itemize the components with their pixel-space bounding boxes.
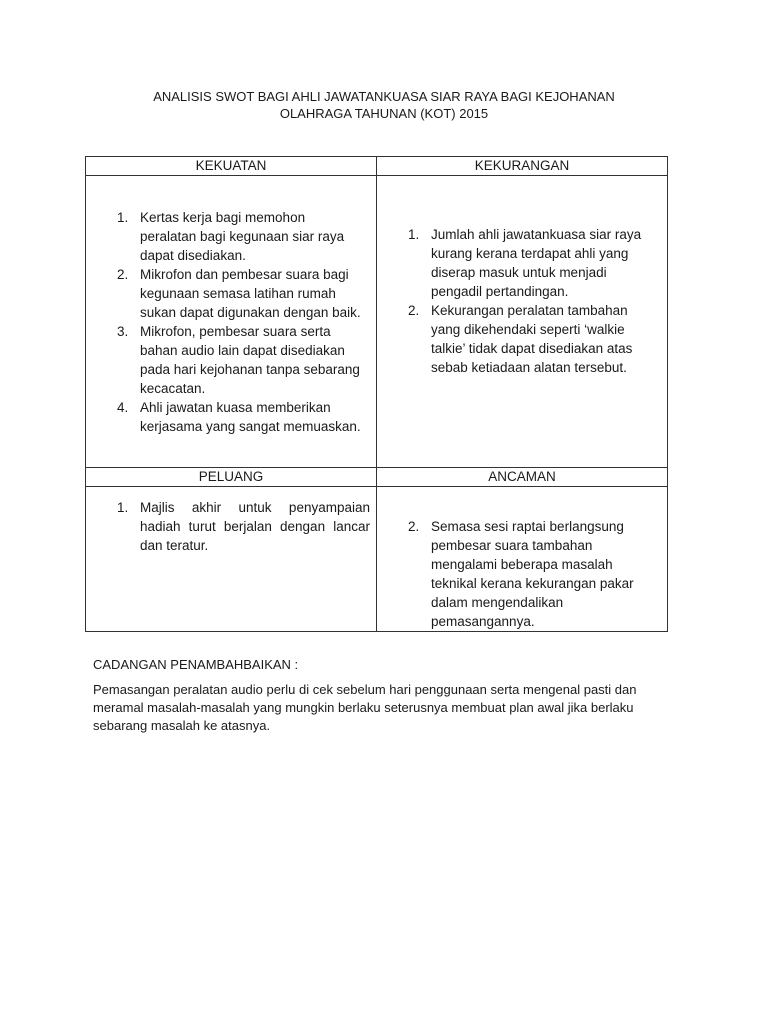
list-item: 4. Ahli jawatan kuasa memberikan kerjasama yang sangat memuaskan. — [117, 400, 361, 434]
list-item: 1. Kertas kerja bagi memohon peralatan bagi kegunaan siar raya dapat disediakan. — [117, 210, 345, 263]
opportunities-heading: PELUANG — [86, 468, 377, 486]
swot-header-row-1 — [86, 157, 667, 176]
list-item: 1. Majlis akhir untuk penyampaian hadiah turut berjalan dengan lancar dan teratur. — [117, 500, 370, 553]
list-item: 2. Kekurangan peralatan tambahan yang dikehendaki seperti ‘walkie talkie’ tidak dapat disediakan atas sebab ketiadaan alatan tersebut. — [408, 303, 633, 375]
weaknesses-cell — [377, 176, 667, 467]
swot-table — [85, 156, 668, 632]
list-item: 2. Semasa sesi raptai berlangsung pembesar suara tambahan mengalami beberapa masalah teknikal kerana kekurangan pakar dalam mengendalikan pemasangannya. — [408, 519, 634, 629]
opportunities-cell — [86, 487, 377, 631]
list-item: 1. Jumlah ahli jawatankuasa siar raya kurang kerana terdapat ahli yang diserap masuk untuk menjadi pengadil pertandingan. — [408, 227, 642, 299]
swot-body-row-2 — [86, 487, 667, 631]
recommendation-paragraph: Pemasangan peralatan audio perlu di cek sebelum hari penggunaan serta mengenal pasti dan meramal masalah-masalah yang mungkin berlaku seterusnya membuat plan awal jika berlaku sebarang masalah ke atasnya. — [93, 682, 637, 733]
strengths-cell — [86, 176, 377, 467]
list-item: 3. Mikrofon, pembesar suara serta bahan audio lain dapat disediakan pada hari kejohanan tanpa sebarang kecacatan. — [117, 324, 360, 396]
weaknesses-list — [408, 225, 658, 377]
list-item: 2. Mikrofon dan pembesar suara bagi kegunaan semasa latihan rumah sukan dapat digunakan dengan baik. — [117, 267, 361, 320]
opportunities-list — [117, 498, 370, 555]
title-line-2: OLAHRAGA TAHUNAN (KOT) 2015 — [279, 106, 489, 121]
threats-list — [408, 517, 658, 631]
strengths-list — [117, 208, 362, 436]
threats-heading: ANCAMAN — [488, 469, 556, 484]
title-line-1: ANALISIS SWOT BAGI AHLI JAWATANKUASA SIAR RAYA BAGI KEJOHANAN — [153, 89, 615, 104]
threats-cell — [377, 487, 667, 631]
strengths-heading: KEKUATAN — [86, 157, 377, 175]
document-title — [100, 88, 668, 122]
swot-body-row-1 — [86, 176, 667, 468]
recommendation-heading: CADANGAN PENAMBAHBAIKAN : — [93, 657, 299, 672]
weaknesses-heading: KEKURANGAN — [474, 158, 570, 173]
swot-header-row-2 — [86, 468, 667, 487]
